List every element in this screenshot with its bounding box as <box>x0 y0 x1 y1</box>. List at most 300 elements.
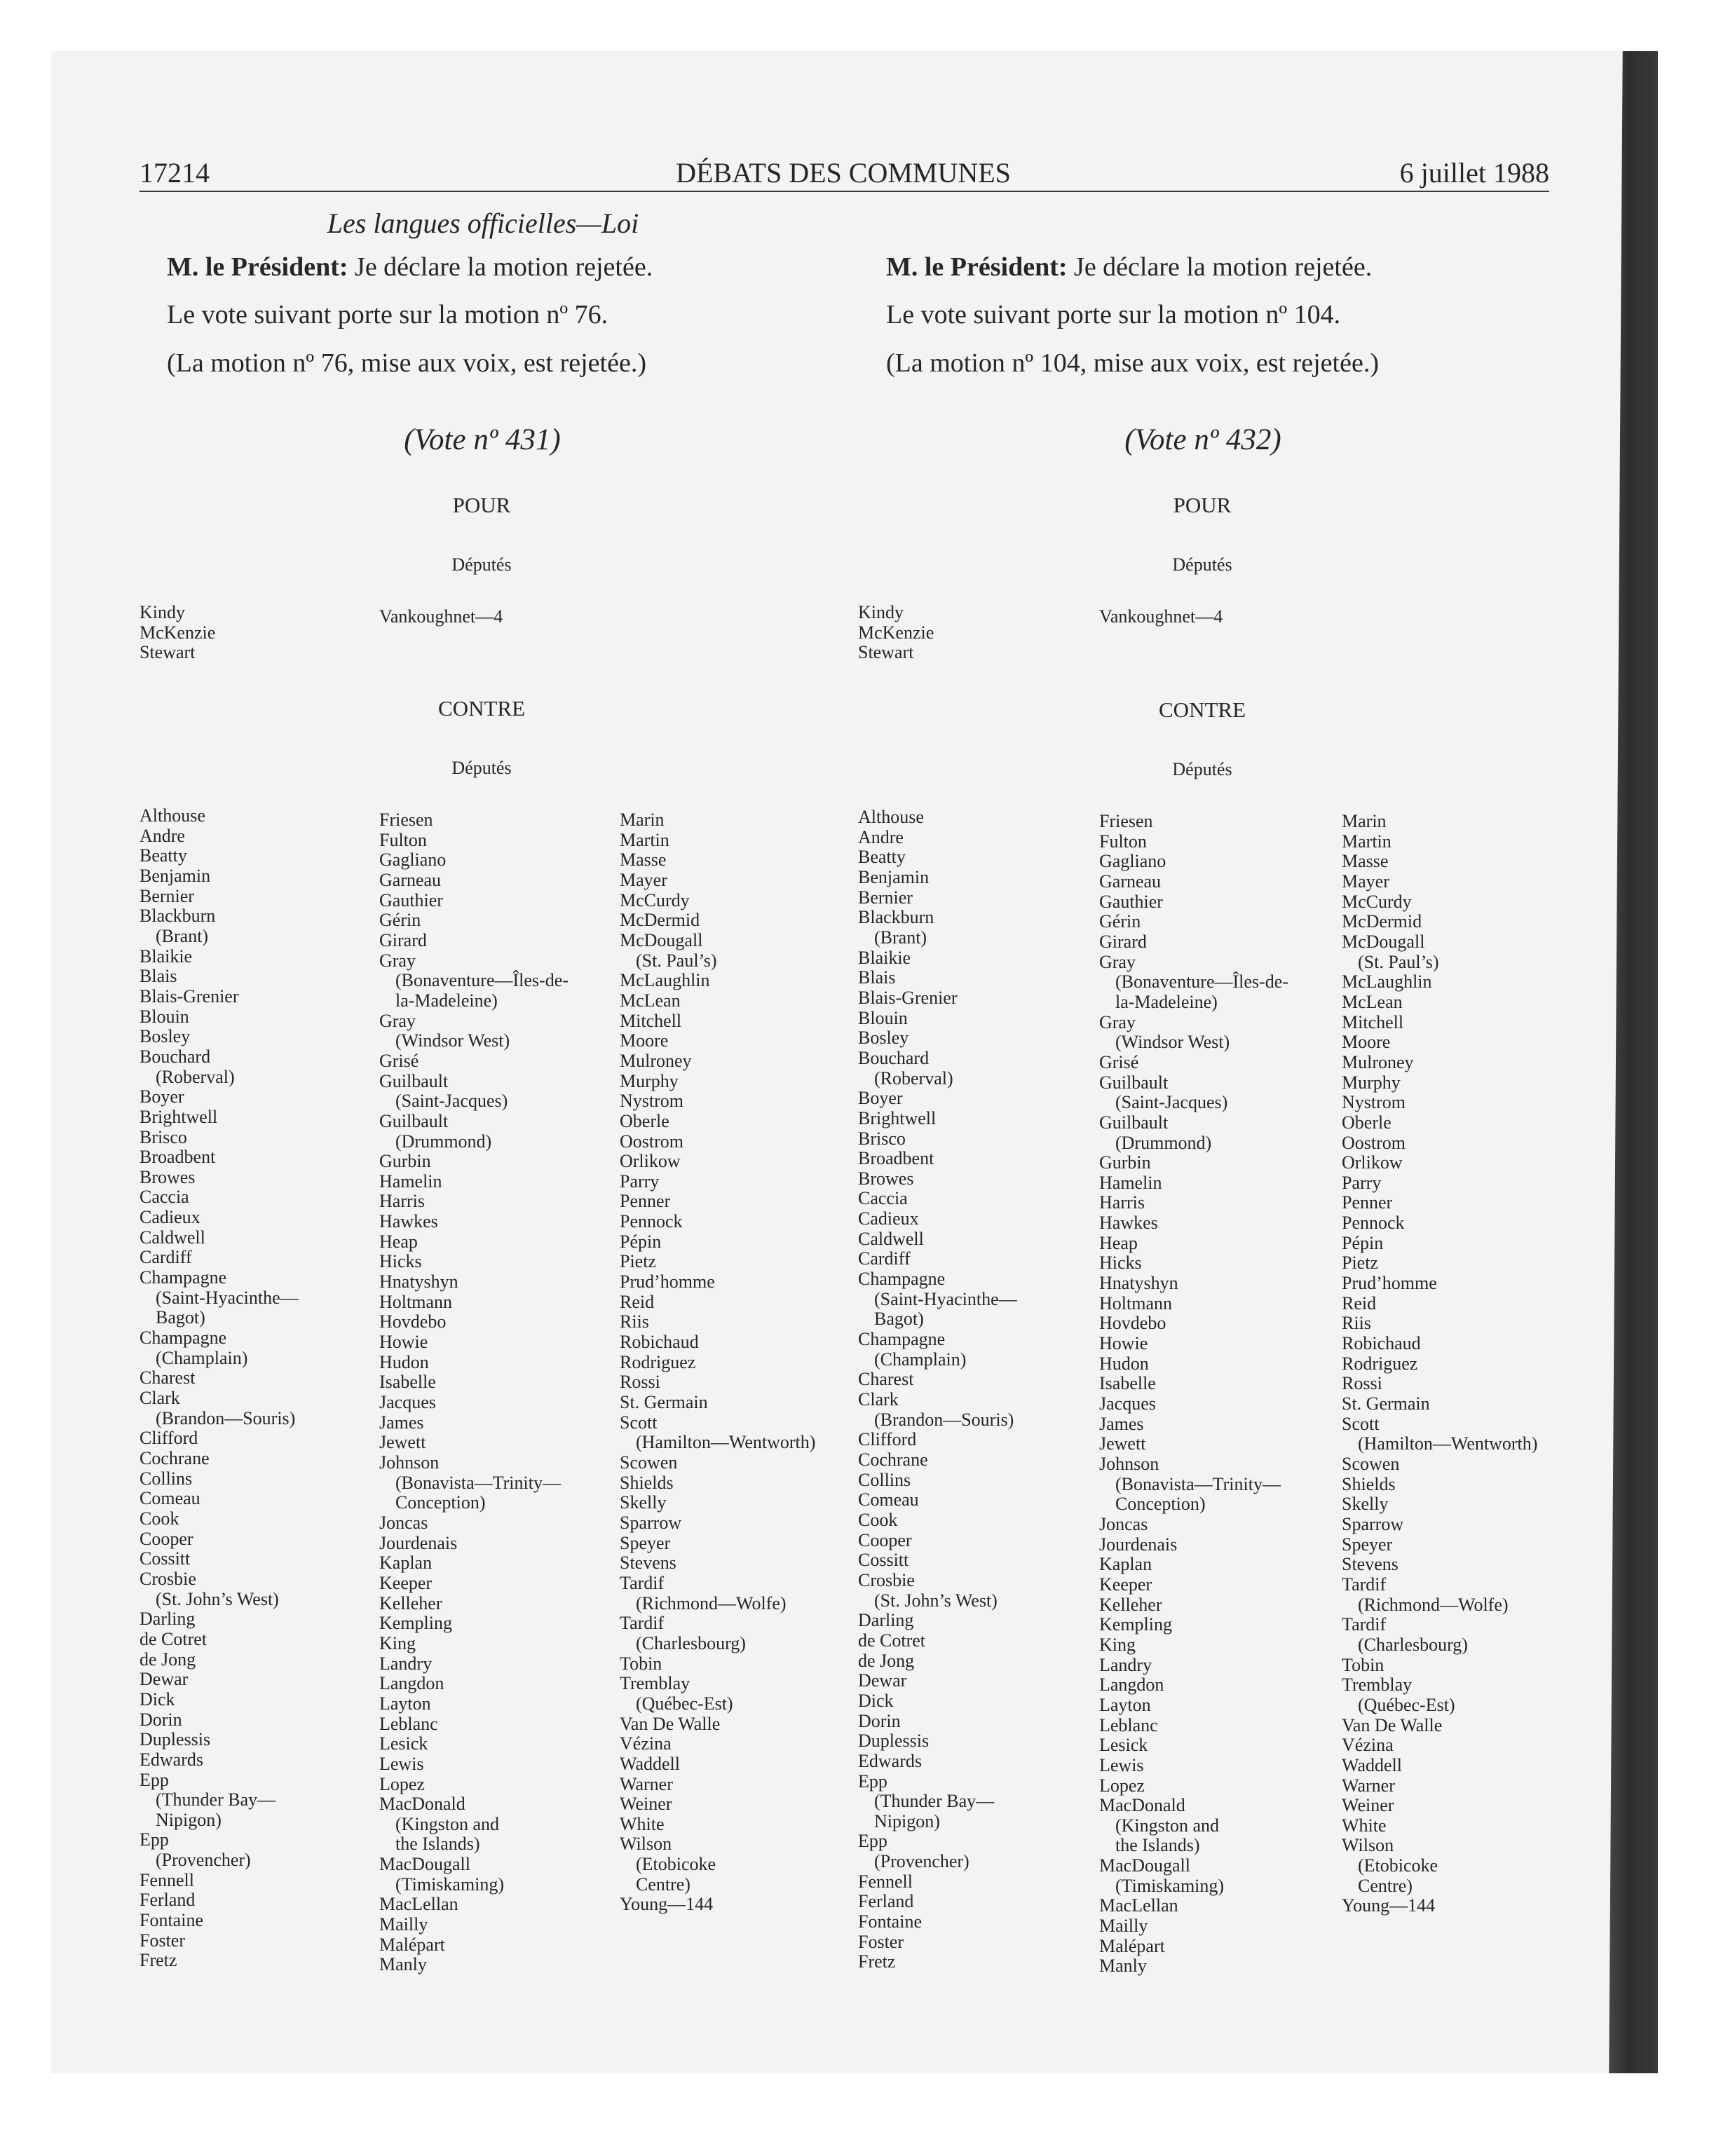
member-entry <box>140 1830 299 1870</box>
speaker-label: M. le Président: <box>167 252 348 282</box>
member-name: Girard <box>1099 931 1147 952</box>
member-entry <box>379 1393 569 1413</box>
member-entry <box>140 1931 299 1951</box>
member-entry <box>379 1915 569 1935</box>
member-name: Lesick <box>379 1733 428 1754</box>
member-name: Oberle <box>1342 1112 1392 1133</box>
member-name: Reid <box>1342 1292 1377 1314</box>
member-entry <box>1099 1937 1288 1957</box>
member-name: Grisé <box>1099 1051 1139 1072</box>
member-entry <box>858 1712 1017 1732</box>
member-entry <box>858 1330 1017 1370</box>
riding-line: (Saint-Hyacinthe— <box>156 1287 299 1308</box>
member-entry <box>1099 1956 1288 1977</box>
member-entry <box>140 1047 299 1087</box>
member-name: Orlikow <box>1342 1152 1403 1173</box>
member-entry <box>140 887 299 907</box>
member-entry <box>1099 607 1223 627</box>
member-entry <box>140 846 299 866</box>
member-name: MacDonald <box>379 1794 465 1815</box>
member-name: Orlikow <box>620 1151 681 1172</box>
pour-heading: POUR <box>452 493 511 517</box>
member-name: Scowen <box>1342 1454 1400 1474</box>
member-name: Heap <box>1099 1232 1138 1253</box>
riding-line: (Thunder Bay— <box>156 1789 276 1810</box>
pour-subheading: Députés <box>1172 554 1232 575</box>
member-entry <box>140 1428 299 1449</box>
member-name: Tardif <box>1342 1614 1387 1635</box>
member-entry <box>858 1490 1017 1510</box>
member-name: de Cotret <box>140 1628 207 1649</box>
member-name: Cossitt <box>858 1550 909 1571</box>
member-name: Masse <box>620 850 667 871</box>
member-name: Bouchard <box>140 1046 211 1067</box>
pour-column-2 <box>379 607 503 627</box>
member-entry <box>1099 1856 1288 1896</box>
member-entry <box>379 831 569 851</box>
riding-line: (Brandon—Souris) <box>156 1407 296 1428</box>
member-entry <box>1099 1253 1288 1274</box>
member-name: Gray <box>1099 951 1136 972</box>
member-name: Fontaine <box>858 1911 922 1932</box>
vote-section-right <box>719 0 1538 2156</box>
member-entry <box>1099 1635 1288 1656</box>
member-entry <box>858 908 1017 948</box>
member-name: Foster <box>858 1931 904 1952</box>
member-name: de Jong <box>858 1650 915 1671</box>
member-name: Bernier <box>140 885 194 906</box>
member-name: Hovdebo <box>379 1311 447 1332</box>
vote-section-left <box>0 0 816 2156</box>
member-entry <box>1342 1515 1537 1535</box>
member-name: Scott <box>1342 1413 1380 1434</box>
member-name: Clifford <box>140 1428 198 1449</box>
member-name: James <box>379 1412 424 1433</box>
member-name: Speyer <box>620 1532 671 1553</box>
member-name: Lopez <box>1099 1775 1145 1796</box>
member-entry <box>858 1550 1017 1571</box>
member-entry <box>140 987 299 1007</box>
member-entry <box>379 1212 569 1232</box>
member-name: Darling <box>858 1610 914 1631</box>
section-title: Les langues officielles—Loi <box>327 207 639 239</box>
member-entry <box>379 931 569 951</box>
member-entry <box>858 1370 1017 1390</box>
member-name: Broadbent <box>858 1148 934 1169</box>
member-entry <box>1342 1454 1537 1475</box>
member-entry <box>1342 1013 1537 1033</box>
member-name: Hudon <box>1099 1353 1149 1374</box>
member-name: Nystrom <box>1342 1092 1406 1113</box>
member-name: Layton <box>1099 1694 1151 1715</box>
member-entry <box>140 1268 299 1328</box>
riding-line: (St. Paul’s) <box>636 950 717 971</box>
member-entry <box>140 1690 299 1710</box>
member-name: Mitchell <box>1342 1011 1404 1032</box>
member-entry <box>1342 1234 1537 1254</box>
member-name: Robichaud <box>1342 1333 1421 1354</box>
member-name: Tobin <box>620 1653 662 1674</box>
member-name: Cooper <box>140 1528 193 1549</box>
member-name: Hudon <box>379 1351 429 1372</box>
member-name: Kindy <box>858 602 904 622</box>
member-name: de Jong <box>140 1649 196 1670</box>
riding-line: Conception) <box>1115 1494 1206 1515</box>
member-name: McKenzie <box>140 622 216 643</box>
member-name: Guilbault <box>1099 1112 1169 1133</box>
riding-line: (Saint-Hyacinthe— <box>874 1288 1017 1309</box>
member-entry <box>140 1509 299 1529</box>
member-name: Tobin <box>1342 1654 1384 1675</box>
member-name: Tremblay <box>620 1673 690 1694</box>
member-entry <box>379 607 503 627</box>
member-entry <box>858 1249 1017 1269</box>
riding-line: (Bonavista—Trinity— <box>1115 1473 1281 1494</box>
riding-line: (Provencher) <box>156 1850 251 1871</box>
member-entry <box>1342 1615 1537 1655</box>
member-entry <box>1342 1153 1537 1173</box>
member-entry <box>379 891 569 911</box>
member-name: Cook <box>140 1508 179 1529</box>
member-entry <box>1099 1374 1288 1394</box>
member-entry <box>140 603 215 623</box>
riding-line: (Roberval) <box>156 1066 235 1087</box>
member-name: Cardiff <box>140 1247 192 1268</box>
pour-heading: POUR <box>1173 493 1232 517</box>
member-name: Dewar <box>140 1669 189 1690</box>
member-name: Stevens <box>1342 1554 1399 1575</box>
member-entry <box>140 1389 299 1428</box>
member-name: Vankoughnet—4 <box>1099 606 1223 627</box>
member-name: McLaughlin <box>620 970 710 991</box>
member-name: Warner <box>620 1773 673 1794</box>
riding-line: (Charlesbourg) <box>1358 1634 1468 1655</box>
motion-result-text: (La motion nº 76, mise aux voix, est rejetée.) <box>167 348 646 378</box>
member-entry <box>379 1634 569 1654</box>
member-entry <box>379 1413 569 1433</box>
member-entry <box>1099 932 1288 953</box>
member-name: Kempling <box>379 1613 452 1634</box>
member-entry <box>379 1594 569 1614</box>
member-name: Vézina <box>1342 1735 1394 1756</box>
member-name: Duplessis <box>858 1731 930 1752</box>
page-number: 17214 <box>140 157 210 189</box>
riding-line: la-Madeleine) <box>1115 991 1218 1012</box>
member-name: Blaikie <box>858 947 911 968</box>
member-name: Fretz <box>140 1950 177 1971</box>
member-entry <box>858 1571 1017 1611</box>
member-entry <box>858 1450 1017 1471</box>
member-entry <box>379 1613 569 1634</box>
member-name: Mailly <box>1099 1916 1148 1937</box>
member-entry <box>379 1935 569 1956</box>
member-name: Riis <box>620 1311 649 1332</box>
riding-line: (St. John’s West) <box>156 1588 279 1609</box>
member-name: Friesen <box>1099 811 1153 831</box>
member-entry <box>1099 1716 1288 1736</box>
riding-line: (St. Paul’s) <box>1358 951 1439 972</box>
member-entry <box>858 1651 1017 1672</box>
member-name: Moore <box>620 1030 669 1051</box>
member-name: Johnson <box>379 1452 440 1473</box>
member-entry <box>140 947 299 967</box>
member-entry <box>858 1269 1017 1330</box>
member-entry <box>140 1650 299 1670</box>
member-name: Prud’homme <box>1342 1273 1437 1294</box>
member-name: McDermid <box>620 910 700 931</box>
member-name: Martin <box>620 829 669 850</box>
member-entry <box>1342 832 1537 852</box>
member-entry <box>1099 1656 1288 1676</box>
member-entry <box>1342 1374 1537 1394</box>
member-entry <box>1342 1334 1537 1354</box>
member-entry <box>379 1192 569 1212</box>
member-name: Althouse <box>140 805 205 826</box>
member-name: Brisco <box>858 1128 906 1149</box>
member-entry <box>379 1513 569 1534</box>
contre-column-2 <box>379 810 569 1975</box>
member-entry <box>1342 1294 1537 1314</box>
member-name: McLean <box>620 990 681 1011</box>
member-entry <box>140 643 215 663</box>
member-name: Grisé <box>379 1050 419 1071</box>
member-name: Fulton <box>1099 831 1147 852</box>
member-entry <box>1099 1796 1288 1856</box>
riding-line: (Bonaventure—Îles-de- <box>395 970 569 991</box>
member-entry <box>1342 1896 1537 1916</box>
member-name: Sparrow <box>620 1512 682 1533</box>
member-entry <box>379 1372 569 1393</box>
member-name: Landry <box>379 1653 433 1674</box>
member-entry <box>1099 1294 1288 1314</box>
member-name: Comeau <box>140 1488 200 1509</box>
member-name: Cardiff <box>858 1248 911 1269</box>
riding-line: the Islands) <box>1115 1835 1200 1856</box>
member-entry <box>1099 1314 1288 1334</box>
member-name: Boyer <box>858 1088 903 1109</box>
member-name: Jourdenais <box>1099 1534 1178 1555</box>
member-name: Gauthier <box>1099 891 1163 912</box>
next-vote-text: Le vote suivant porte sur la motion nº 104. <box>886 300 1341 329</box>
member-name: Hamelin <box>379 1171 442 1192</box>
riding-line: (Québec-Est) <box>636 1693 733 1714</box>
member-entry <box>1342 1555 1537 1575</box>
member-name: Holtmann <box>1099 1292 1172 1314</box>
member-entry <box>140 967 299 987</box>
member-name: Brisco <box>140 1126 187 1147</box>
member-name: Champagne <box>140 1267 227 1288</box>
member-name: McCurdy <box>1342 891 1412 912</box>
member-name: Blaikie <box>140 946 193 967</box>
member-entry <box>1342 1032 1537 1053</box>
member-entry <box>1099 1756 1288 1776</box>
member-entry <box>140 1228 299 1248</box>
member-name: McCurdy <box>620 889 690 910</box>
member-entry <box>858 1129 1017 1149</box>
member-entry <box>1342 1756 1537 1776</box>
member-name: Pépin <box>620 1231 662 1252</box>
member-name: Gurbin <box>1099 1152 1151 1173</box>
member-name: Moore <box>1342 1032 1391 1053</box>
member-entry <box>1342 1816 1537 1836</box>
member-name: Lewis <box>1099 1754 1144 1775</box>
member-name: Jewett <box>379 1432 426 1453</box>
member-name: Keeper <box>1099 1574 1152 1595</box>
member-name: Oberle <box>620 1110 669 1131</box>
speaker-statement <box>167 254 653 280</box>
member-name: Comeau <box>858 1489 919 1510</box>
member-name: Rodriguez <box>620 1351 696 1372</box>
member-entry <box>140 1368 299 1389</box>
member-name: Young—144 <box>620 1894 714 1915</box>
member-entry <box>858 1471 1017 1491</box>
member-entry <box>858 1752 1017 1772</box>
member-entry <box>1342 872 1537 892</box>
member-entry <box>1342 1796 1537 1816</box>
member-name: Gray <box>379 950 416 971</box>
member-name: Guilbault <box>1099 1072 1169 1093</box>
member-name: Clark <box>140 1388 180 1409</box>
member-entry <box>1099 1776 1288 1796</box>
riding-line: (Etobicoke <box>1358 1855 1438 1876</box>
riding-line: Bagot) <box>156 1307 205 1328</box>
member-entry <box>1099 852 1288 872</box>
riding-line: (Hamilton—Wentworth) <box>1358 1433 1538 1454</box>
member-name: Beatty <box>140 845 187 866</box>
riding-line: (Thunder Bay— <box>874 1791 995 1812</box>
member-name: Cossitt <box>140 1548 191 1569</box>
member-entry <box>1099 1334 1288 1354</box>
member-name: Mayer <box>620 869 667 890</box>
riding-line: (Windsor West) <box>1115 1032 1230 1053</box>
member-entry <box>140 906 299 946</box>
member-entry <box>858 1952 1017 1972</box>
riding-line: (Saint-Jacques) <box>395 1091 508 1112</box>
member-entry <box>1099 1394 1288 1414</box>
member-entry <box>379 951 569 1011</box>
member-name: Caldwell <box>140 1227 205 1248</box>
declaration-text: Je déclare la motion rejetée. <box>1074 252 1373 282</box>
member-name: St. Germain <box>620 1392 708 1413</box>
member-name: Cook <box>858 1509 898 1530</box>
member-entry <box>379 1453 569 1513</box>
riding-line: (Bonaventure—Îles-de- <box>1115 971 1288 992</box>
member-name: Oostrom <box>620 1131 683 1152</box>
member-name: Holtmann <box>379 1291 452 1312</box>
member-name: Benjamin <box>140 865 211 886</box>
member-entry <box>858 888 1017 908</box>
member-entry <box>379 1775 569 1795</box>
member-name: Layton <box>379 1693 431 1714</box>
member-entry <box>858 603 934 623</box>
member-name: Hicks <box>379 1251 422 1272</box>
member-entry <box>858 1049 1017 1089</box>
member-name: Blackburn <box>858 907 934 928</box>
member-entry <box>1342 1575 1537 1615</box>
member-name: Tardif <box>620 1572 665 1593</box>
member-name: Gérin <box>379 910 421 931</box>
member-entry <box>379 1574 569 1594</box>
member-name: McKenzie <box>858 622 934 643</box>
member-name: Skelly <box>620 1492 667 1513</box>
member-name: Cochrane <box>858 1449 928 1470</box>
member-entry <box>379 1232 569 1253</box>
member-entry <box>140 1710 299 1731</box>
member-entry <box>858 643 934 663</box>
member-name: Sparrow <box>1342 1513 1404 1534</box>
riding-line: (Brandon—Souris) <box>874 1409 1014 1430</box>
member-name: Mitchell <box>620 1010 682 1031</box>
member-name: Champagne <box>140 1328 227 1349</box>
riding-line: (Timiskaming) <box>1115 1875 1225 1896</box>
member-entry <box>140 1147 299 1168</box>
member-entry <box>858 1912 1017 1932</box>
member-entry <box>1342 992 1537 1013</box>
member-name: Speyer <box>1342 1534 1393 1555</box>
member-name: Leblanc <box>379 1713 438 1734</box>
pour-column-1 <box>140 603 215 663</box>
member-name: Darling <box>140 1609 196 1630</box>
member-entry <box>1342 1535 1537 1555</box>
member-entry <box>1342 1193 1537 1213</box>
member-name: MacDougall <box>379 1854 470 1875</box>
riding-line: (Kingston and <box>395 1813 500 1834</box>
member-entry <box>1099 1555 1288 1575</box>
member-name: Epp <box>140 1829 169 1850</box>
member-name: Cooper <box>858 1529 912 1550</box>
member-name: Stewart <box>858 642 914 663</box>
member-entry <box>379 1855 569 1895</box>
member-name: Garneau <box>1099 871 1162 892</box>
member-name: Charest <box>140 1367 196 1389</box>
member-entry <box>379 1252 569 1272</box>
member-name: Guilbault <box>379 1070 449 1091</box>
member-entry <box>379 1292 569 1313</box>
member-name: Browes <box>858 1168 914 1189</box>
member-entry <box>1342 1675 1537 1715</box>
member-entry <box>858 968 1017 988</box>
member-name: Bernier <box>858 887 913 908</box>
member-entry <box>1342 1213 1537 1234</box>
member-name: Vankoughnet—4 <box>379 606 503 627</box>
member-entry <box>1099 1595 1288 1616</box>
member-entry <box>858 1189 1017 1209</box>
member-entry <box>379 1312 569 1332</box>
member-entry <box>858 1510 1017 1531</box>
member-entry <box>858 807 1017 828</box>
member-entry <box>379 1152 569 1172</box>
member-name: MacDougall <box>1099 1855 1190 1876</box>
member-name: Kindy <box>140 602 185 622</box>
member-name: Wilson <box>620 1834 672 1855</box>
member-name: Mailly <box>379 1914 428 1935</box>
member-name: Edwards <box>858 1750 922 1771</box>
member-name: Garneau <box>379 869 442 890</box>
member-name: Gérin <box>1099 911 1141 932</box>
riding-line: (Drummond) <box>1115 1132 1212 1153</box>
member-name: Gurbin <box>379 1151 431 1172</box>
member-name: Brightwell <box>858 1107 937 1128</box>
member-name: Gray <box>1099 1011 1136 1032</box>
member-entry <box>1342 1113 1537 1133</box>
member-name: Pennock <box>620 1211 683 1232</box>
member-entry <box>1342 1494 1537 1515</box>
member-entry <box>858 847 1017 868</box>
member-entry <box>379 1172 569 1192</box>
member-entry <box>1099 1896 1288 1916</box>
member-entry <box>140 1951 299 1971</box>
member-entry <box>1342 1274 1537 1294</box>
